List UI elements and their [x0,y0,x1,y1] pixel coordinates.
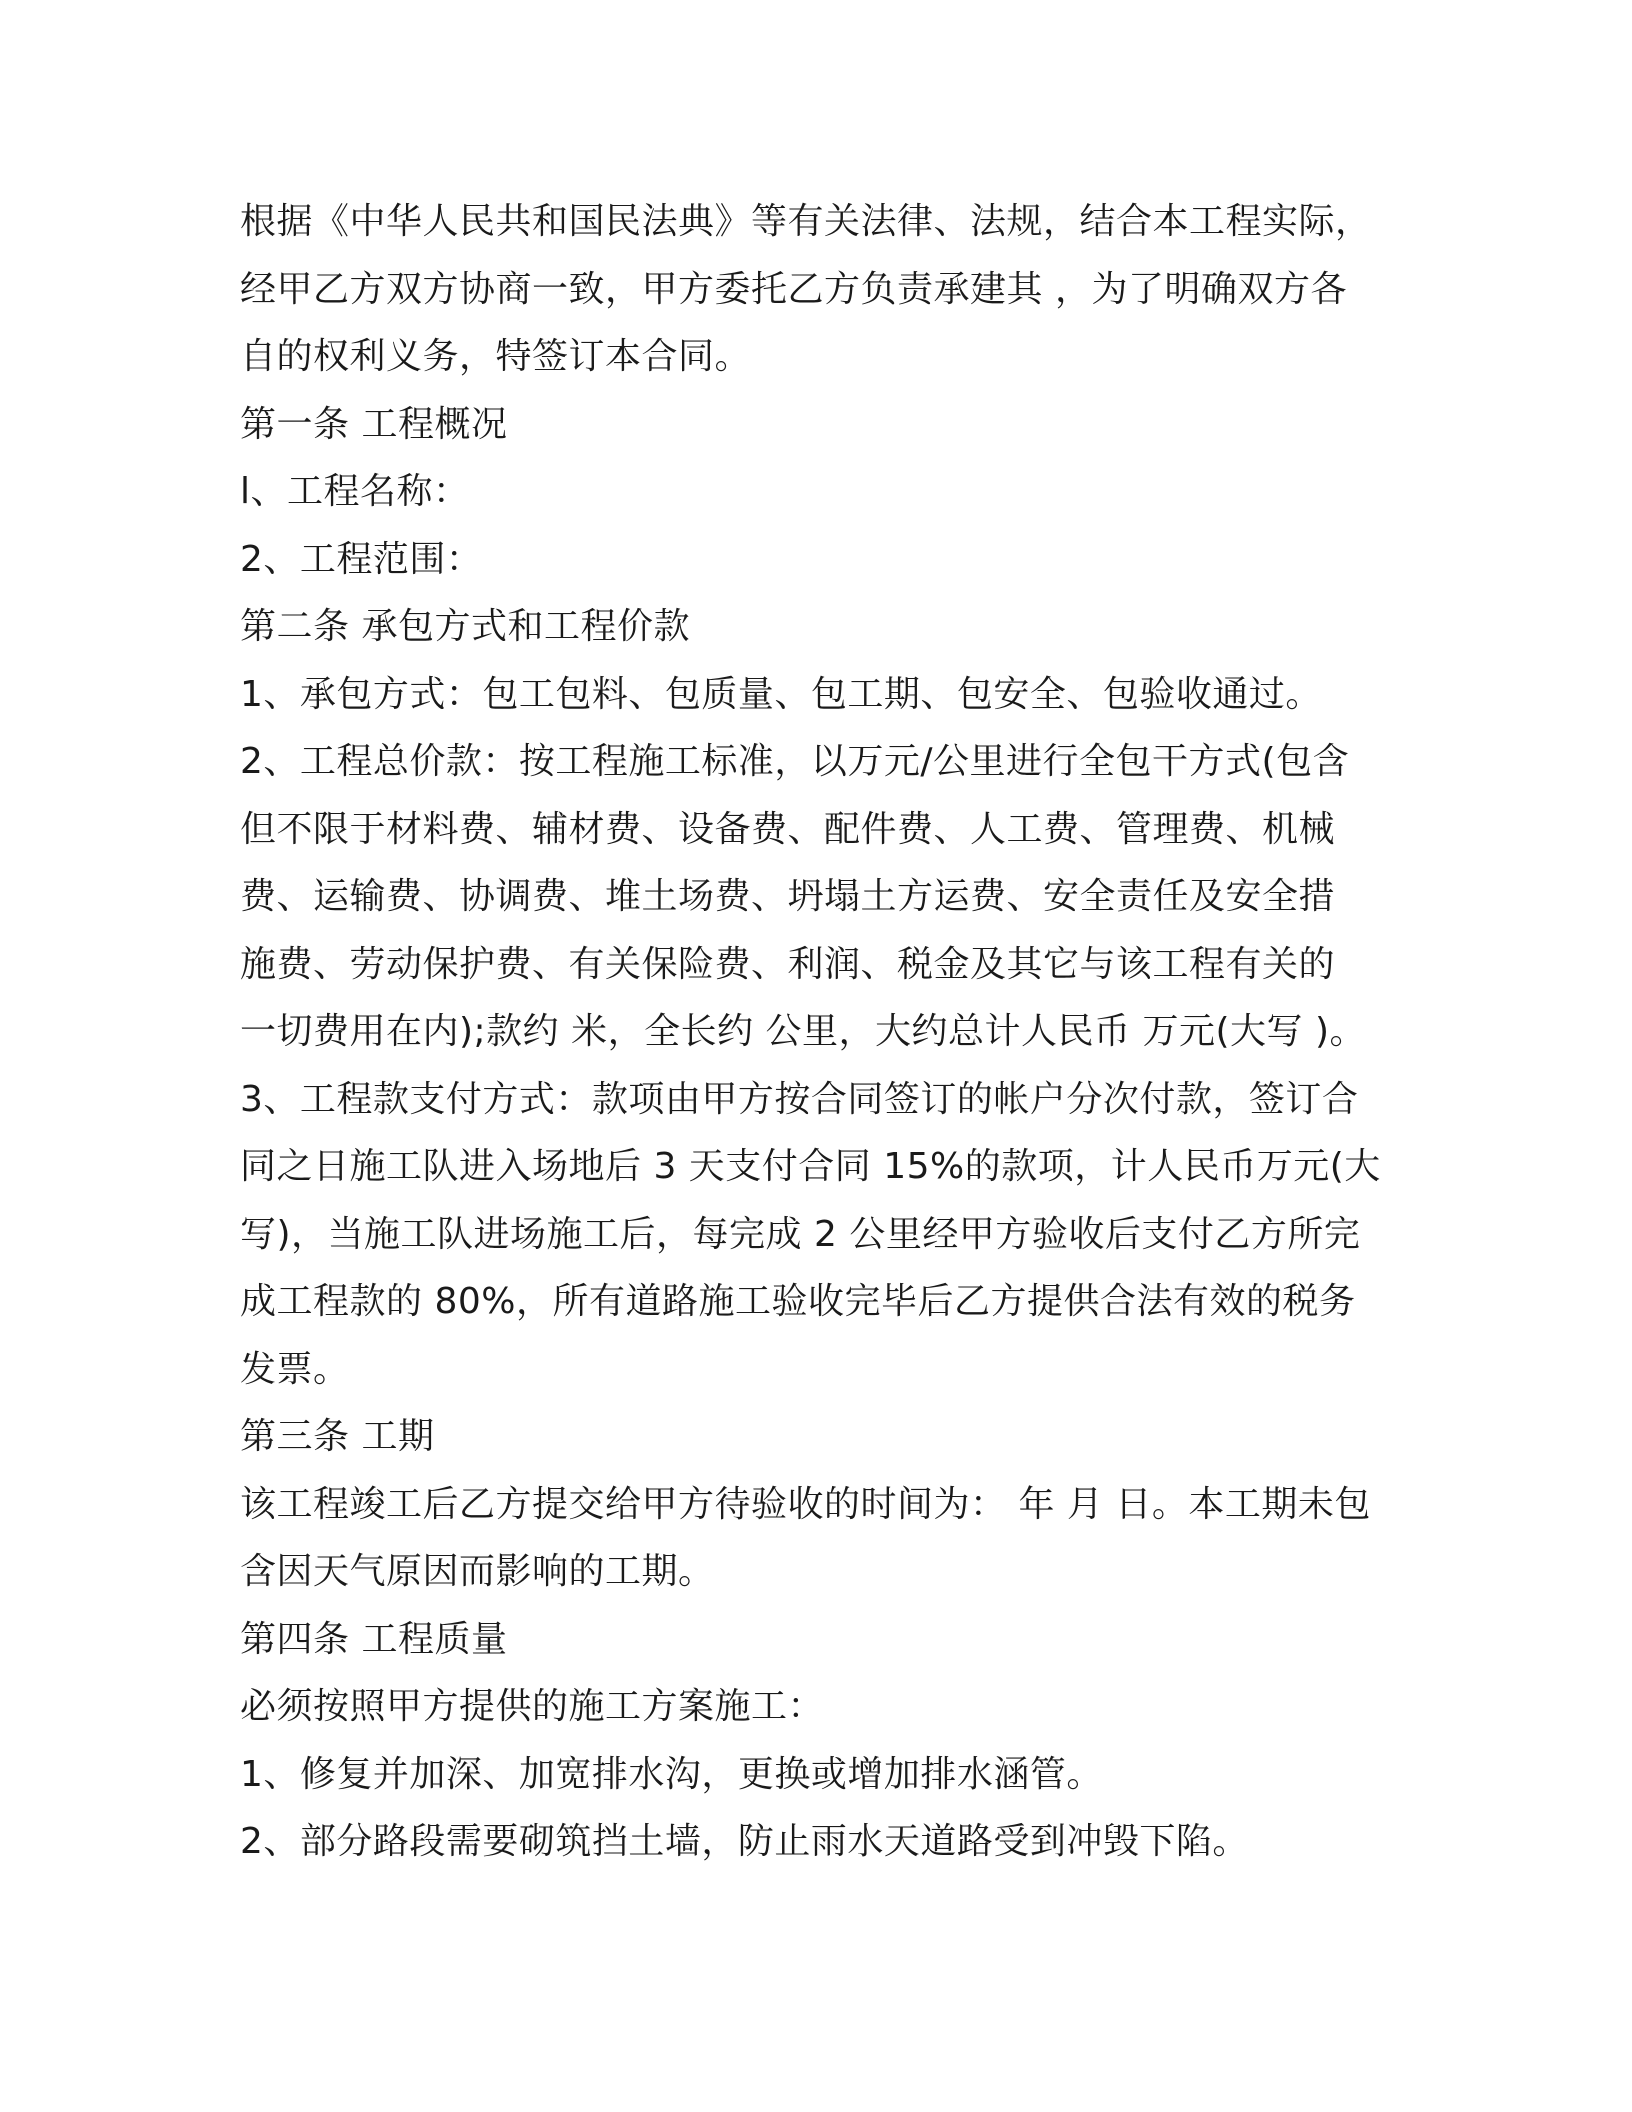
total-price-line-3: 费、运输费、协调费、堆土场费、坍塌土方运费、安全责任及安全措 [240,876,1336,917]
document-body [240,188,1400,1876]
paragraph-intro-line-2: 经甲乙方双方协商一致，甲方委托乙方负责承建其 ，为了明确双方各 [240,268,1347,310]
article-3-heading: 第三条 工期 [240,1416,435,1457]
total-price-line-2: 但不限于材料费、辅材费、设备费、配件费、人工费、管理费、机械 [240,808,1336,850]
quality-item-1: 1、修复并加深、加宽排水沟，更换或增加排水涵管。 [240,1753,1103,1795]
paragraph-intro-line-1: 根据《中华人民共和国民法典》等有关法律、法规，结合本工程实际， [240,201,1372,242]
paragraph-intro-line-3: 自的权利义务，特签订本合同。 [240,336,752,377]
project-scope-item: 2、工程范围： [240,538,483,580]
schedule-line-2: 含因天气原因而影响的工期。 [240,1551,715,1592]
quality-item-2: 2、部分路段需要砌筑挡土墙，防止雨水天道路受到冲毁下陷。 [240,1821,1249,1862]
payment-method-line-1: 3、工程款支付方式：款项由甲方按合同签订的帐户分次付款，签订合 [240,1078,1359,1120]
payment-method-line-4: 成工程款的 80%，所有道路施工验收完毕后乙方提供合法有效的税务 [240,1281,1356,1322]
total-price-line-1: 2、工程总价款：按工程施工标准，以万元/公里进行全包干方式(包含 [240,741,1350,782]
project-name-item: l、工程名称： [240,471,470,512]
payment-method-line-5: 发票。 [240,1348,350,1390]
contract-method-item: 1、承包方式：包工包料、包质量、包工期、包安全、包验收通过。 [240,673,1322,715]
schedule-line-1: 该工程竣工后乙方提交给甲方待验收的时间为： 年 月 日。本工期未包 [240,1483,1371,1525]
article-4-heading: 第四条 工程质量 [240,1618,508,1660]
article-1-heading: 第一条 工程概况 [240,403,508,445]
quality-intro: 必须按照甲方提供的施工方案施工： [240,1686,825,1727]
article-2-heading: 第二条 承包方式和工程价款 [240,606,690,647]
total-price-line-5: 一切费用在内);款约 米，全长约 公里，大约总计人民币 万元(大写 )。 [240,1011,1367,1052]
payment-method-line-2: 同之日施工队进入场地后 3 天支付合同 15%的款项，计人民币万元(大 [240,1146,1381,1187]
payment-method-line-3: 写)，当施工队进场施工后，每完成 2 公里经甲方验收后支付乙方所完 [240,1213,1361,1255]
total-price-line-4: 施费、劳动保护费、有关保险费、利润、税金及其它与该工程有关的 [240,943,1336,985]
